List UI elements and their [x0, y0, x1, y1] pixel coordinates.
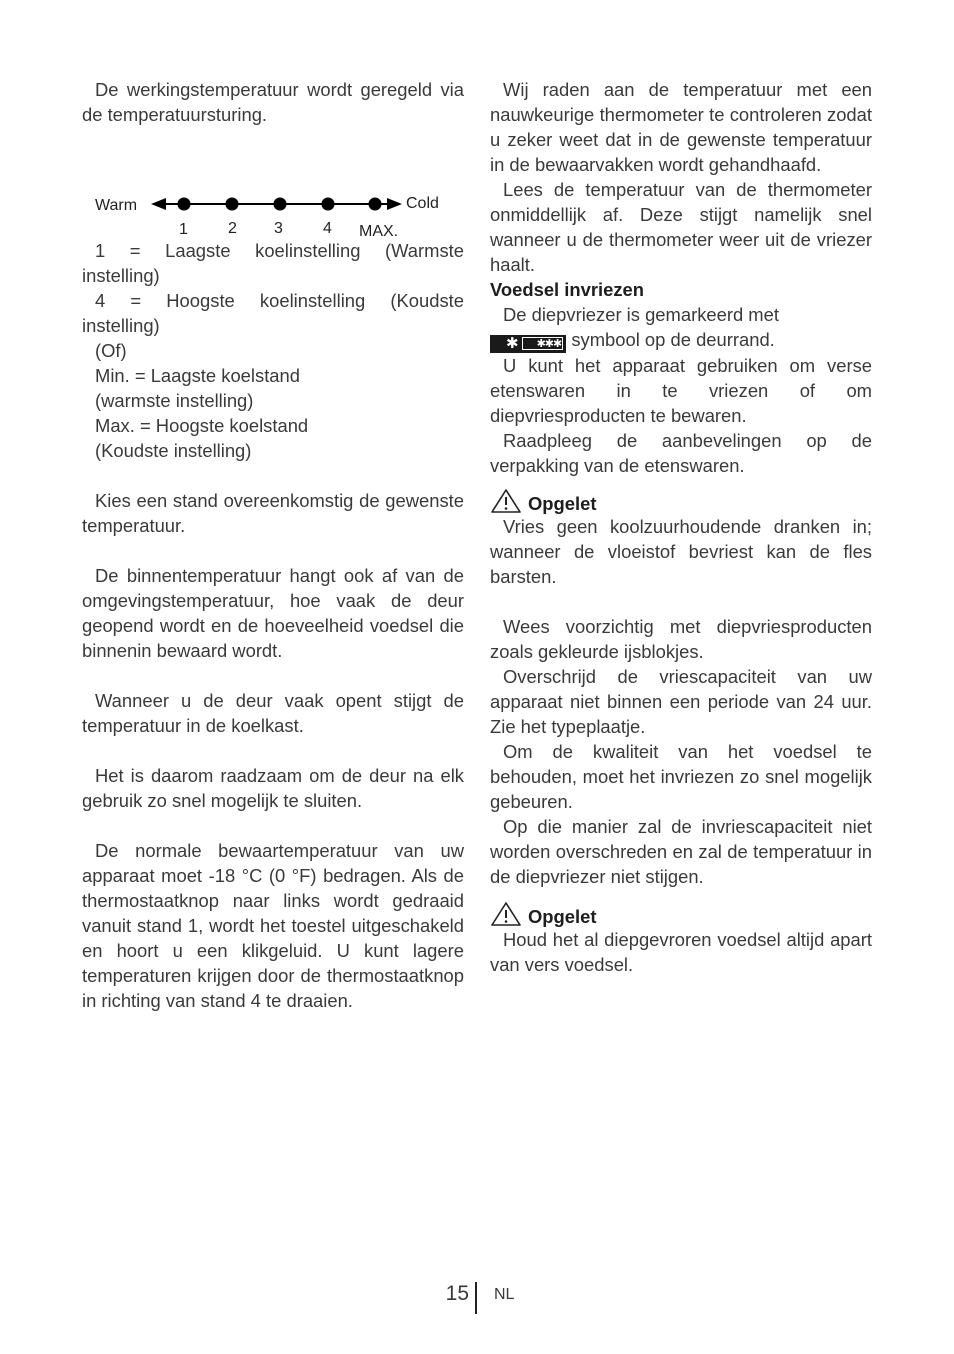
choose-setting-paragraph: Kies een stand overeenkomstig de gewenste temperatuur.: [82, 490, 464, 536]
freezer-marked-text: De diepvriezer is gemarkeerd met: [503, 304, 779, 325]
quality-paragraph: Om de kwaliteit van het voedsel te behouden, moet het invriezen zo snel mogelijk gebeuren.: [490, 740, 872, 812]
thermostat-scale-graphic: [82, 127, 464, 238]
section-heading-freezing: Voedsel invriezen: [490, 279, 644, 300]
dial-label-1: 1: [179, 221, 188, 238]
read-temp-paragraph: Lees de temperatuur van de thermometer onmiddellijk af. Deze stijgt namelijk snel wanneer u de thermometer weer uit de vriezer haalt.: [490, 179, 872, 275]
consult-paragraph: Raadpleeg de aanbevelingen op de verpakking van de etenswaren.: [490, 429, 872, 476]
use-device-paragraph: U kunt het apparaat gebruiken om verse etenswaren in te vriezen of om diepvriesproducten te bewaren.: [490, 354, 872, 426]
dial-dot-3: [274, 198, 287, 211]
dial-dot-max: [369, 198, 382, 211]
inside-temp-paragraph: De binnentemperatuur hangt ook af van de omgevingstemperatuur, hoe vaak de deur geopend wordt en de hoeveelheid voedsel die binnenin bewaard wordt.: [82, 565, 464, 661]
dial-label-4: 4: [323, 220, 332, 237]
warning-triangle-icon: [490, 901, 522, 927]
close-door-paragraph: Het is daarom raadzaam om de deur na elk gebruik zo snel mogelijk te sluiten.: [82, 765, 464, 811]
warning-label-1: Opgelet: [528, 492, 597, 514]
snowflake-icon: ✱: [506, 334, 519, 352]
legend-line-7: (Koudste instelling): [95, 440, 252, 461]
door-open-paragraph: Wanneer u de deur vaak opent stijgt de temperatuur in de koelkast.: [82, 690, 464, 736]
legend-line-1: 1 = Laagste koelinstelling (Warmste instelling): [82, 240, 464, 286]
footer-divider: [475, 1282, 477, 1314]
dial-dot-4: [322, 198, 335, 211]
capacity-paragraph: Overschrijd de vriescapaciteit van uw apparaat niet binnen een periode van 24 uur. Zie het typeplaatje.: [490, 665, 872, 737]
thermometer-paragraph: Wij raden aan de temperatuur met een nauwkeurige thermometer te controleren zodat u zeker weet dat in de gewenste temperatuur in de bewaarvakken wordt gehandhaafd.: [490, 79, 872, 175]
legend-line-4: Min. = Laagste koelstand: [95, 365, 300, 386]
warning-triangle-icon: [490, 488, 522, 514]
page-footer: [0, 1282, 954, 1322]
legend-line-6: Max. = Hoogste koelstand: [95, 415, 309, 436]
warning-heading-1: [490, 486, 872, 514]
careful-paragraph: Wees voorzichtig met diepvriesproducten zoals gekleurde ijsblokjes.: [490, 615, 872, 662]
dial-dot-2: [226, 198, 239, 211]
thermostat-dial-diagram: [82, 127, 464, 238]
right-column: [490, 77, 872, 977]
dial-label-2: 2: [228, 220, 237, 237]
warm-label: Warm: [95, 197, 138, 214]
legend-line-2: 4 = Hoogste koelinstelling (Koudste instelling): [82, 290, 464, 336]
capacity2-paragraph: Op die manier zal de invriescapaciteit niet worden overschreden en zal de temperatuur in de diepvriezer niet stijgen.: [490, 815, 872, 887]
left-column: [82, 77, 464, 1013]
no-fizzy-drinks-paragraph: Vries geen koolzuurhoudende dranken in; wanneer de vloeistof bevriest kan de fles barsten.: [490, 515, 872, 587]
dial-label-max: MAX.: [359, 223, 399, 238]
warning-heading-2: [490, 899, 872, 927]
intro-paragraph: De werkingstemperatuur wordt geregeld via de temperatuursturing.: [82, 79, 464, 125]
freezer-star-symbol-icon: [490, 335, 566, 353]
dial-dot-1: [178, 198, 191, 211]
cold-arrow-icon: [387, 198, 402, 210]
keep-apart-paragraph: Houd het al diepgevroren voedsel altijd apart van vers voedsel.: [490, 928, 872, 975]
normal-temp-paragraph: De normale bewaartemperatuur van uw apparaat moet -18 °C (0 °F) bedragen. Als de thermostaatknop naar links wordt gedraaid vanuit stand 1, wordt het toestel uitgeschakeld en hoort u een klikgeluid. U kunt lagere temperaturen krijgen door de thermostaatknop in richting van stand 4 te draaien.: [82, 840, 464, 1011]
warm-arrow-icon: [151, 198, 166, 210]
page-number: 15: [445, 1282, 469, 1305]
freezer-marked-text-end: symbool op de deurrand.: [566, 329, 775, 350]
legend-line-5: (warmste instelling): [95, 390, 254, 411]
legend-line-3: (Of): [95, 340, 127, 361]
cold-label: Cold: [406, 195, 439, 212]
freezer-marked-paragraph: [490, 302, 872, 353]
three-star-box: ✱✱✱: [522, 337, 564, 350]
language-code: NL: [494, 1286, 515, 1303]
warning-label-2: Opgelet: [528, 905, 597, 927]
dial-label-3: 3: [274, 220, 283, 237]
